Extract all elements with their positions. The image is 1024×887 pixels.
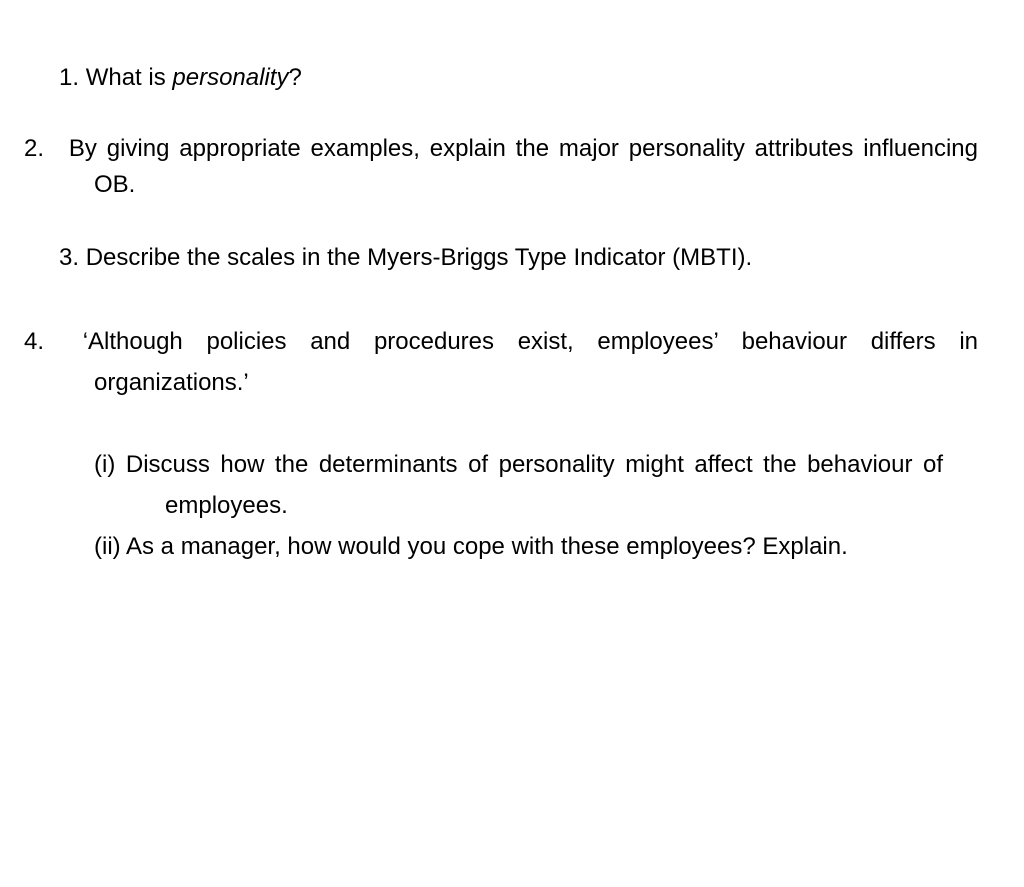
question-text-prefix: What is [85,64,166,91]
question-text-suffix: ? [288,64,302,91]
question-text: By giving appropriate examples, explain the major personality attributes influencing OB. [68,135,978,198]
question-4: 4. ‘Although policies and procedures exist, employees’ behaviour differs in organizations.’ [24,328,979,396]
question-text: Describe the scales in the Myers-Briggs Type Indicator (MBTI). [85,244,753,271]
question-2: 2. By giving appropriate examples, explain the major personality attributes influencing OB. [24,135,978,198]
question-number: 1. [59,64,80,91]
question-emphasis: personality [172,64,289,91]
part-text: As a manager, how would you cope with these employees? Explain. [126,533,848,560]
question-1 [59,60,943,96]
question-4-part-i [94,444,943,526]
part-label: (i) [94,451,116,478]
question-3 [59,240,943,276]
part-label: (ii) [94,533,121,560]
part-text: Discuss how the determinants of personality might affect the behaviour of employees. [125,451,944,519]
question-number: 3. [59,244,80,271]
question-text: ‘Although policies and procedures exist, employees’ behaviour differs in organizations.’ [82,328,979,396]
question-4-part-ii [94,526,943,567]
